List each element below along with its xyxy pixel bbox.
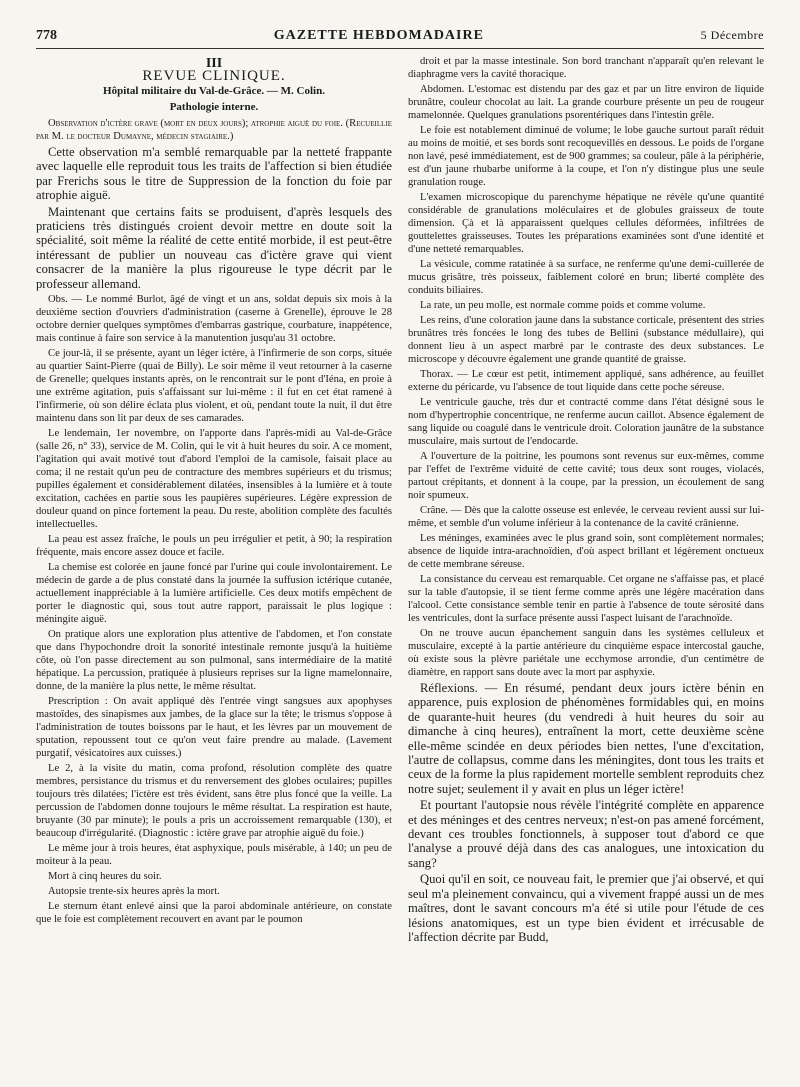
- reflections-paragraph: Et pourtant l'autopsie nous révèle l'intégrité complète en apparence et des méninges et des centres nerveux; n'est-on pas amené forcément, devant ces troubles fonctionnels, à supposer tout d'abord ce que l'analyse a prouvé déjà dans des cas analogues, une intoxication du sang?: [408, 798, 764, 870]
- reflections-paragraph: Réflexions. — En résumé, pendant deux jours ictère bénin en apparence, puis explosion de phénomènes formidables qui, en moins de quarante-huit heures (du vendredi à huit heures du soir au dimanche à cinq heures), entraînent la mort, cette deuxième scène elle-même scindée en deux périodes bien nettes, l'une d'excitation, l'autre de collapsus, comme dans les méningites, dont tous les traits et ceux de la forme la plus rapidement mortelle semblent reproduits chez notre sujet; seulement il y avait en plus un léger ictère!: [408, 681, 764, 796]
- issue-date: 5 Décembre: [700, 28, 764, 42]
- article-columns: [36, 55, 764, 946]
- body-paragraph: Crâne. — Dès que la calotte osseuse est enlevée, le cerveau revient aussi sur lui-même, et semble d'un volume inférieur à la contenance de la cavité crânienne.: [408, 505, 764, 529]
- body-paragraph: Les méninges, examinées avec le plus grand soin, sont complètement normales; absence de liquide intra-arachnoïdien, d'où aspect brillant et légèrement onctueux de cette membrane séreuse.: [408, 533, 764, 570]
- body-paragraph: Le lendemain, 1er novembre, on l'apporte dans l'après-midi au Val-de-Grâce (salle 26, n° 33), service de M. Colin, qui le vit à huit heures du soir. A ce moment, l'agitation qui avait motivé tout d'abord l'emploi de la camisole, faisait place au coma; il ne restait qu'un peu de contracture des membres supérieurs et du trismus; pupilles également et considérablement dilatées, insensibles à la lumière et à toute excitation, cachées en partie sous les paupières supérieures. Légère expression de douleur quand on pince fortement la peau. Du reste, abolition complète des facultés intellectuelles.: [36, 428, 392, 531]
- section-number: III: [205, 56, 223, 71]
- body-paragraph: La peau est assez fraîche, le pouls un peu irrégulier et petit, à 90; la respiration fréquente, mais encore assez douce et facile.: [36, 534, 392, 559]
- page-header: [36, 28, 764, 49]
- reflections-paragraph: Quoi qu'il en soit, ce nouveau fait, le premier que j'ai observé, et qui seul m'a pleinement convaincu, qui a vivement frappé aussi un de mes maîtres, dont le savant concours m'a été si utile pour l'étude de ces lésions anatomiques, est un type bien évident et irrécusable de l'affection décrite par Budd,: [408, 872, 764, 944]
- body-paragraph: Le sternum étant enlevé ainsi que la paroi abdominale antérieure, on constate que le foie est complètement recouvert en avant par le poumon: [36, 901, 392, 926]
- column-right: [408, 55, 764, 946]
- body-paragraph: La rate, un peu molle, est normale comme poids et comme volume.: [420, 300, 706, 311]
- body-paragraph: Obs. — Le nommé Burlot, âgé de vingt et un ans, soldat depuis six mois à la deuxième section d'ouvriers d'administration (caserne à Grenelle), éprouve le 28 octobre dernier quelques symptômes d'embarras gastrique, courbature, inappétence, mais continue à faire son service à la manutention jusqu'au 31 octobre.: [36, 294, 392, 345]
- body-paragraph: Mort à cinq heures du soir.: [48, 871, 162, 883]
- body-paragraph: Ce jour-là, il se présente, ayant un léger ictère, à l'infirmerie de son corps, située au quartier Saint-Pierre (quai de Billy). Le soir même il veut retourner à la caserne de Grenelle; quelques instants après, on le rencontrait sur le pont d'Iéna, en proie à une extrême agitation, puis s'affaissant sur lui-même : il fut en cet état ramené à l'infirmerie, où son délire éclata plus violent, et où, pendant toute la nuit, il dut être maintenu dans son lit par deux de ses camarades.: [36, 348, 392, 425]
- section-title: REVUE CLINIQUE.: [142, 68, 286, 84]
- body-paragraph: L'examen microscopique du parenchyme hépatique ne révèle qu'une quantité considérable de granulations moléculaires et de globules graisseux de toute dimension. Çà et là apparaissent quelques cellules déformées, infiltrées de gouttelettes graisseuses. Toutes les préparations examinées sont d'une identité et d'une netteté remarquables.: [408, 192, 764, 255]
- case-title: Observation d'ictère grave (mort en deux jours); atrophie aiguë du foie. (Recueillie par M. le docteur Dumayne, médecin stagiaire.): [36, 118, 392, 142]
- body-paragraph: Prescription : On avait appliqué dès l'entrée vingt sangsues aux apophyses mastoïdes, des sinapismes aux jambes, de la glace sur la tête; le trismus s'oppose à l'administration de toutes boissons par le haut, et les lèvres par un mouvement de sputation, repoussent tout ce qu'on veut faire prendre au malade. (Lavement purgatif, vésicatoires aux cuisses.): [36, 696, 392, 760]
- body-paragraph: Autopsie trente-six heures après la mort.: [48, 886, 220, 898]
- specialty-heading: Pathologie interne.: [169, 101, 259, 113]
- body-paragraph: On pratique alors une exploration plus attentive de l'abdomen, et l'on constate que dans l'hypochondre droit la sonorité intestinale remonte jusqu'à la huitième côte, où l'on passe directement au son pulmonal, sans intermédiaire de la matité hépatique. La percussion, pratiquée à plusieurs reprises sur la ligne mamelonnaire, donne, de la manière la plus nette, le même résultat.: [36, 629, 392, 693]
- page-number: 778: [36, 28, 57, 43]
- body-paragraph: Le foie est notablement diminué de volume; le lobe gauche surtout paraît réduit au moins de moitié, et ses bords sont recoquevillés en dessous. Le poids de l'organe non lavé, pesé immédiatement, est de 900 grammes; sa couleur, pâle à la périphérie, est d'un jaune rhubarbe uniforme à la coupe, et l'on n'y distingue plus une seule granulation rouge.: [408, 125, 764, 188]
- body-paragraph: A l'ouverture de la poitrine, les poumons sont revenus sur eux-mêmes, comme par l'effet de l'extrême viduité de cette cavité; tous deux sont rouges, violacés, partout crépitants, et donnent à la coupe, par la pression, un écoulement de sang noir spumeux.: [408, 451, 764, 501]
- hospital-heading: Hôpital militaire du Val-de-Grâce. — M. Colin.: [103, 85, 325, 97]
- body-paragraph: La vésicule, comme ratatinée à sa surface, ne renferme qu'une demi-cuillerée de mucus grisâtre, très poisseux, faiblement coloré en brun; liberté complète des conduits biliaires.: [408, 259, 764, 296]
- body-paragraph: Abdomen. L'estomac est distendu par des gaz et par un litre environ de liquide brunâtre, couleur chocolat au lait. La grande courbure présente un peu de rougeur mamelonnée. Quelques granulations psorentériques dans l'intestin grêle.: [408, 84, 764, 121]
- body-paragraph: Les reins, d'une coloration jaune dans la substance corticale, présentent des stries brunâtres très foncées le long des tubes de Bellini (substance médullaire), qui donnent lieu à un aspect marbré par le contraste des deux substances. Le microscope y découvre également une grande quantité de graisse.: [408, 315, 764, 365]
- body-paragraph: La chemise est colorée en jaune foncé par l'urine qui coule involontairement. Le médecin de garde a de plus constaté dans la journée la suffusion ictérique cutanée, actuellement inappréciable à la lumière artificielle. Ces deux motifs empêchent de porter le diagnostic qui, sous tout autre rapport, paraissait le plus logique : méningite aiguë.: [36, 562, 392, 626]
- body-paragraph: Le ventricule gauche, très dur et contracté comme dans l'état désigné sous le nom d'hypertrophie concentrique, ne renferme aucun caillot. Absence également de sang liquide ou coagulé dans le ventricule droit. Coloration jaunâtre de la substance musculaire, mais surtout de l'endocarde.: [408, 397, 764, 447]
- body-paragraph: Thorax. — Le cœur est petit, intimement appliqué, sans adhérence, au feuillet externe du péricarde, vu l'absence de tout liquide dans cette poche séreuse.: [408, 369, 764, 393]
- journal-title: GAZETTE HEBDOMADAIRE: [273, 28, 484, 43]
- intro-paragraph: Maintenant que certains faits se produisent, d'après lesquels des praticiens très distingués croient devoir mettre en doute soit la spécialité, soit même la réalité de cette entité morbide, il est peut-être intéressant de publier un nouveau cas d'ictère grave qui vient consacrer de la manière la plus rigoureuse le type décrit par le professeur allemand.: [36, 204, 392, 291]
- body-paragraph: La consistance du cerveau est remarquable. Cet organe ne s'affaisse pas, et placé sur la table d'autopsie, il se tient ferme comme après une légère macération dans l'alcool. Cette consistance semble tenir en partie à l'absence de toute sérosité dans les ventricules, dont la surface présente aussi l'aspect luisant de l'arachnoïde.: [408, 574, 764, 624]
- body-paragraph: On ne trouve aucun épanchement sanguin dans les systèmes celluleux et musculaire, excepté à la partie antérieure du cinquième espace intercostal gauche, où existe sous la plèvre pariétale une ecchymose arrondie, d'un centimètre de diamètre, en rapport sans doute avec la mort par asphyxie.: [408, 628, 764, 678]
- intro-paragraph: Cette observation m'a semblé remarquable par la netteté frappante avec laquelle elle reproduit tous les traits de l'affection si bien étudiée par Frerichs sous le titre de Suppression de la fonction du foie par atrophie aiguë.: [36, 145, 392, 203]
- body-paragraph: Le même jour à trois heures, état asphyxique, pouls misérable, à 140; un peu de moiteur à la peau.: [36, 843, 392, 868]
- column-left: [36, 55, 392, 946]
- body-paragraph: droit et par la masse intestinale. Son bord tranchant n'apparaît qu'en relevant le diaphragme vers la cavité thoracique.: [408, 56, 764, 80]
- body-paragraph: Le 2, à la visite du matin, coma profond, résolution complète des quatre membres, persistance du trismus et du renversement des globes oculaires; pupilles toujours très dilatées; l'ictère est très évident, sans être plus foncé que la veille. La percussion de l'abdomen donne toujours le même résultat. La respiration est haute, bruyante (30 par minute); le pouls a pris un accroissement remarquable (130), et beaucoup d'irrégularité. (Diagnostic : ictère grave par atrophie aiguë du foie.): [36, 763, 392, 840]
